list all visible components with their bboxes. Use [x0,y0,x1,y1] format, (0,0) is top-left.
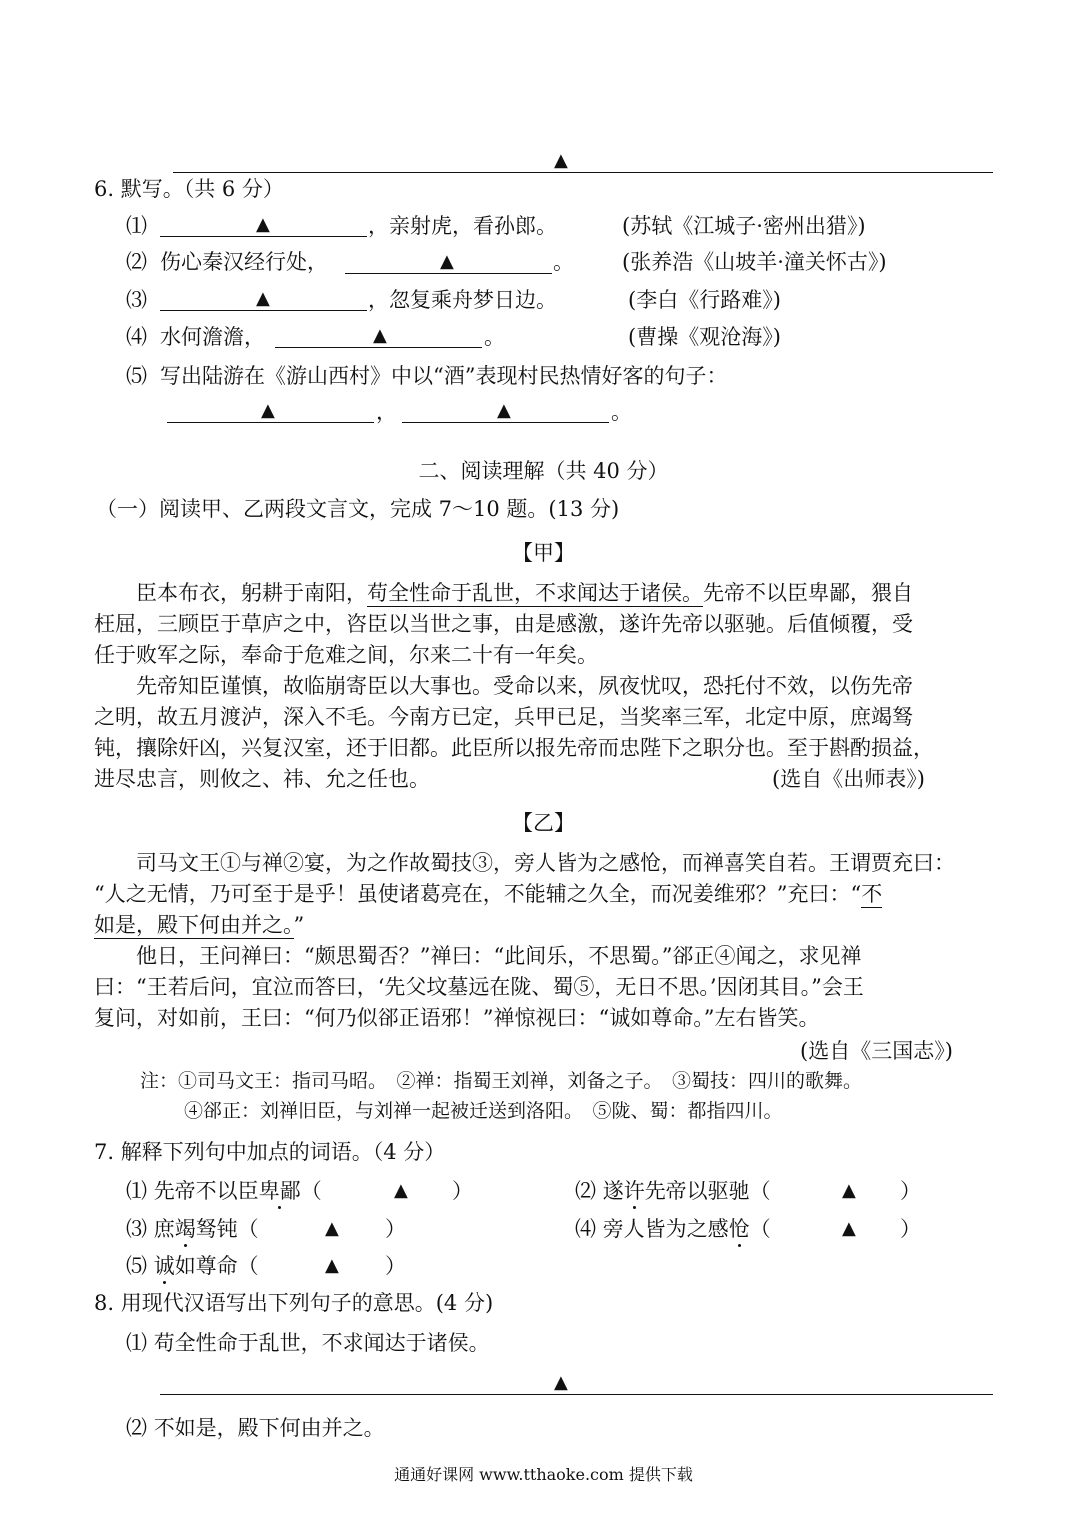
yi-p2-line3: 复问，对如前，王曰：“何乃似郤正语邪！”禅惊视曰：“诚如尊命。”左右皆笑。 [94,1006,820,1030]
q8-item-2: ⑵ 不如是，殿下何由并之。 [126,1416,385,1440]
footer-text: 通通好课网 www.tthaoke.com 提供下载 [394,1465,693,1484]
yi-p2-line1: 他日，王问禅曰：“颇思蜀否？”禅曰：“此间乐，不思蜀。”郤正④闻之，求见禅 [136,944,862,968]
answer-marker-icon: ▲ [497,400,511,421]
answer-line[interactable] [173,172,993,173]
q6-item-5-blank-2[interactable] [402,422,609,423]
q6-item-4-source: (曹操《观沧海》) [628,325,781,349]
q6-item-4-num: ⑷ [126,325,147,349]
q6-item-5-num: ⑸ [126,364,147,388]
q7-item-4: ⑷ 旁人皆为之感怆（ [575,1217,771,1241]
q6-item-3-num: ⑶ [126,288,147,312]
jia-label: 【甲】 [512,541,575,565]
jia-p1-line2: 枉屈，三顾臣于草庐之中，咨臣以当世之事，由是感激，遂许先帝以驱驰。后值倾覆，受 [94,612,913,636]
yi-p1-line1: 司马文王①与禅②宴，为之作故蜀技③，旁人皆为之感怆，而禅喜笑自若。王谓贾充曰： [136,851,955,875]
dotted-word: 怆 [728,1217,750,1241]
jia-p2-line2: 之明，故五月渡泸，深入不毛。今南方已定，兵甲已足，当奖率三军，北定中原，庶竭驽 [94,705,913,729]
yi-underlined-start: 不 [861,882,883,906]
dotted-word: 卑鄙 [258,1179,301,1203]
yi-p1-line3-b: ” [293,913,305,937]
jia-p1-line1 [136,578,913,608]
yi-underlined-sentence: 如是，殿下何由并之。 [94,913,294,937]
q7-close: ） [900,1217,921,1241]
part-1-instructions: （一）阅读甲、乙两段文言文，完成 7～10 题。(13 分) [96,497,620,521]
q6-item-2-num: ⑵ [126,250,147,274]
jia-p2-line3: 钝，攘除奸凶，兴复汉室，还于旧都。此臣所以报先帝而忠陛下之职分也。至于斟酌损益， [94,736,934,760]
yi-notes-line2: ④郤正：刘禅旧臣，与刘禅一起被迁送到洛阳。 ⑤陇、蜀：都指四川。 [184,1100,783,1122]
yi-notes-line1: 注：①司马文王：指司马昭。 ②禅：指蜀王刘禅，刘备之子。 ③蜀技：四川的歌舞。 [140,1070,863,1092]
answer-marker-icon: ▲ [554,1372,568,1393]
dotted-word: 诚 [153,1254,175,1278]
q6-item-4-after: 。 [484,325,505,349]
yi-label: 【乙】 [512,811,575,835]
yi-p1-line2 [94,879,882,909]
q6-item-4-before: 水何澹澹， [160,325,265,349]
answer-marker-icon: ▲ [842,1180,856,1201]
yi-source: (选自《三国志》) [800,1039,953,1063]
q6-item-5-end: 。 [611,400,632,424]
q6-item-2-before: 伤心秦汉经行处， [160,250,328,274]
yi-p1-line2-a: “人之无情，乃可至于是乎！虽使诸葛亮在，不能辅之久全，而况姜维邪？”充曰：“ [94,882,862,906]
dotted-word: 许 [623,1179,645,1203]
answer-marker-icon: ▲ [440,251,454,272]
q7-item-1: ⑴ 先帝不以臣卑鄙（ [126,1179,322,1203]
q7-close: ） [900,1179,921,1203]
q8-item-1: ⑴ 苟全性命于乱世，不求闻达于诸侯。 [126,1331,490,1355]
answer-marker-icon: ▲ [373,325,387,346]
answer-marker-icon: ▲ [325,1255,339,1276]
yi-p2-line2: 曰：“王若后问，宜泣而答曰，‘先父坟墓远在陇、蜀⑤，无日不思。’因闭其目。”会王 [94,975,864,999]
q6-item-5-blank-1[interactable] [167,422,374,423]
q7-item-2: ⑵ 遂许先帝以驱驰（ [575,1179,771,1203]
q7-close: ） [385,1254,406,1278]
q6-item-1-num: ⑴ [126,214,147,238]
q8-answer-line[interactable] [160,1394,993,1395]
q6-title: 6. 默写。（共 6 分） [94,177,284,201]
answer-marker-icon: ▲ [842,1218,856,1239]
q7-title: 7. 解释下列句中加点的词语。（4 分） [94,1140,446,1164]
q7-close: ） [385,1217,406,1241]
answer-marker-icon: ▲ [256,214,270,235]
answer-marker-icon: ▲ [261,400,275,421]
jia-p2-line1: 先帝知臣谨慎，故临崩寄臣以大事也。受命以来，夙夜忧叹，恐托付不效，以伤先帝 [136,674,913,698]
q7-item-3: ⑶ 庶竭驽钝（ [126,1217,259,1241]
jia-p1-line1-b: 先帝不以臣卑鄙，猥自 [703,581,913,605]
answer-marker-icon: ▲ [325,1218,339,1239]
q6-item-5-sep: ， [376,400,397,424]
q6-item-3-blank[interactable] [160,310,367,311]
answer-marker-icon: ▲ [256,288,270,309]
q8-title: 8. 用现代汉语写出下列句子的意思。(4 分) [94,1291,494,1315]
q6-item-2-after: 。 [553,250,574,274]
q6-item-1-blank[interactable] [160,236,367,237]
answer-marker-icon: ▲ [394,1180,408,1201]
jia-p2-line4: 进尽忠言，则攸之、祎、允之任也。 [94,767,430,791]
section-title: 二、阅读理解（共 40 分） [418,459,669,483]
q6-item-3-after: ，忽复乘舟梦日边。 [368,288,557,312]
q6-item-1-after: ，亲射虎，看孙郎。 [368,214,557,238]
yi-p1-line3 [94,910,304,940]
q7-item-5: ⑸ 诚如尊命（ [126,1254,259,1278]
q6-item-3-source: (李白《行路难》) [628,288,781,312]
answer-marker-icon: ▲ [554,150,568,171]
q6-item-4-blank[interactable] [275,347,482,348]
q6-item-1-source: (苏轼《江城子·密州出猎》) [622,214,866,238]
q6-item-2-source: (张养浩《山坡羊·潼关怀古》) [622,250,887,274]
jia-underlined-sentence: 苟全性命于乱世，不求闻达于诸侯。 [367,581,703,605]
jia-source: (选自《出师表》) [772,767,925,791]
jia-p1-line1-a: 臣本布衣，躬耕于南阳， [136,581,367,605]
jia-p1-line3: 任于败军之际，奉命于危难之间，尔来二十有一年矣。 [94,643,598,667]
q6-item-2-blank[interactable] [345,273,552,274]
q6-item-5-text: 写出陆游在《游山西村》中以“酒”表现村民热情好客的句子： [160,364,728,388]
q7-close: ） [452,1179,473,1203]
dotted-word: 竭 [174,1217,196,1241]
